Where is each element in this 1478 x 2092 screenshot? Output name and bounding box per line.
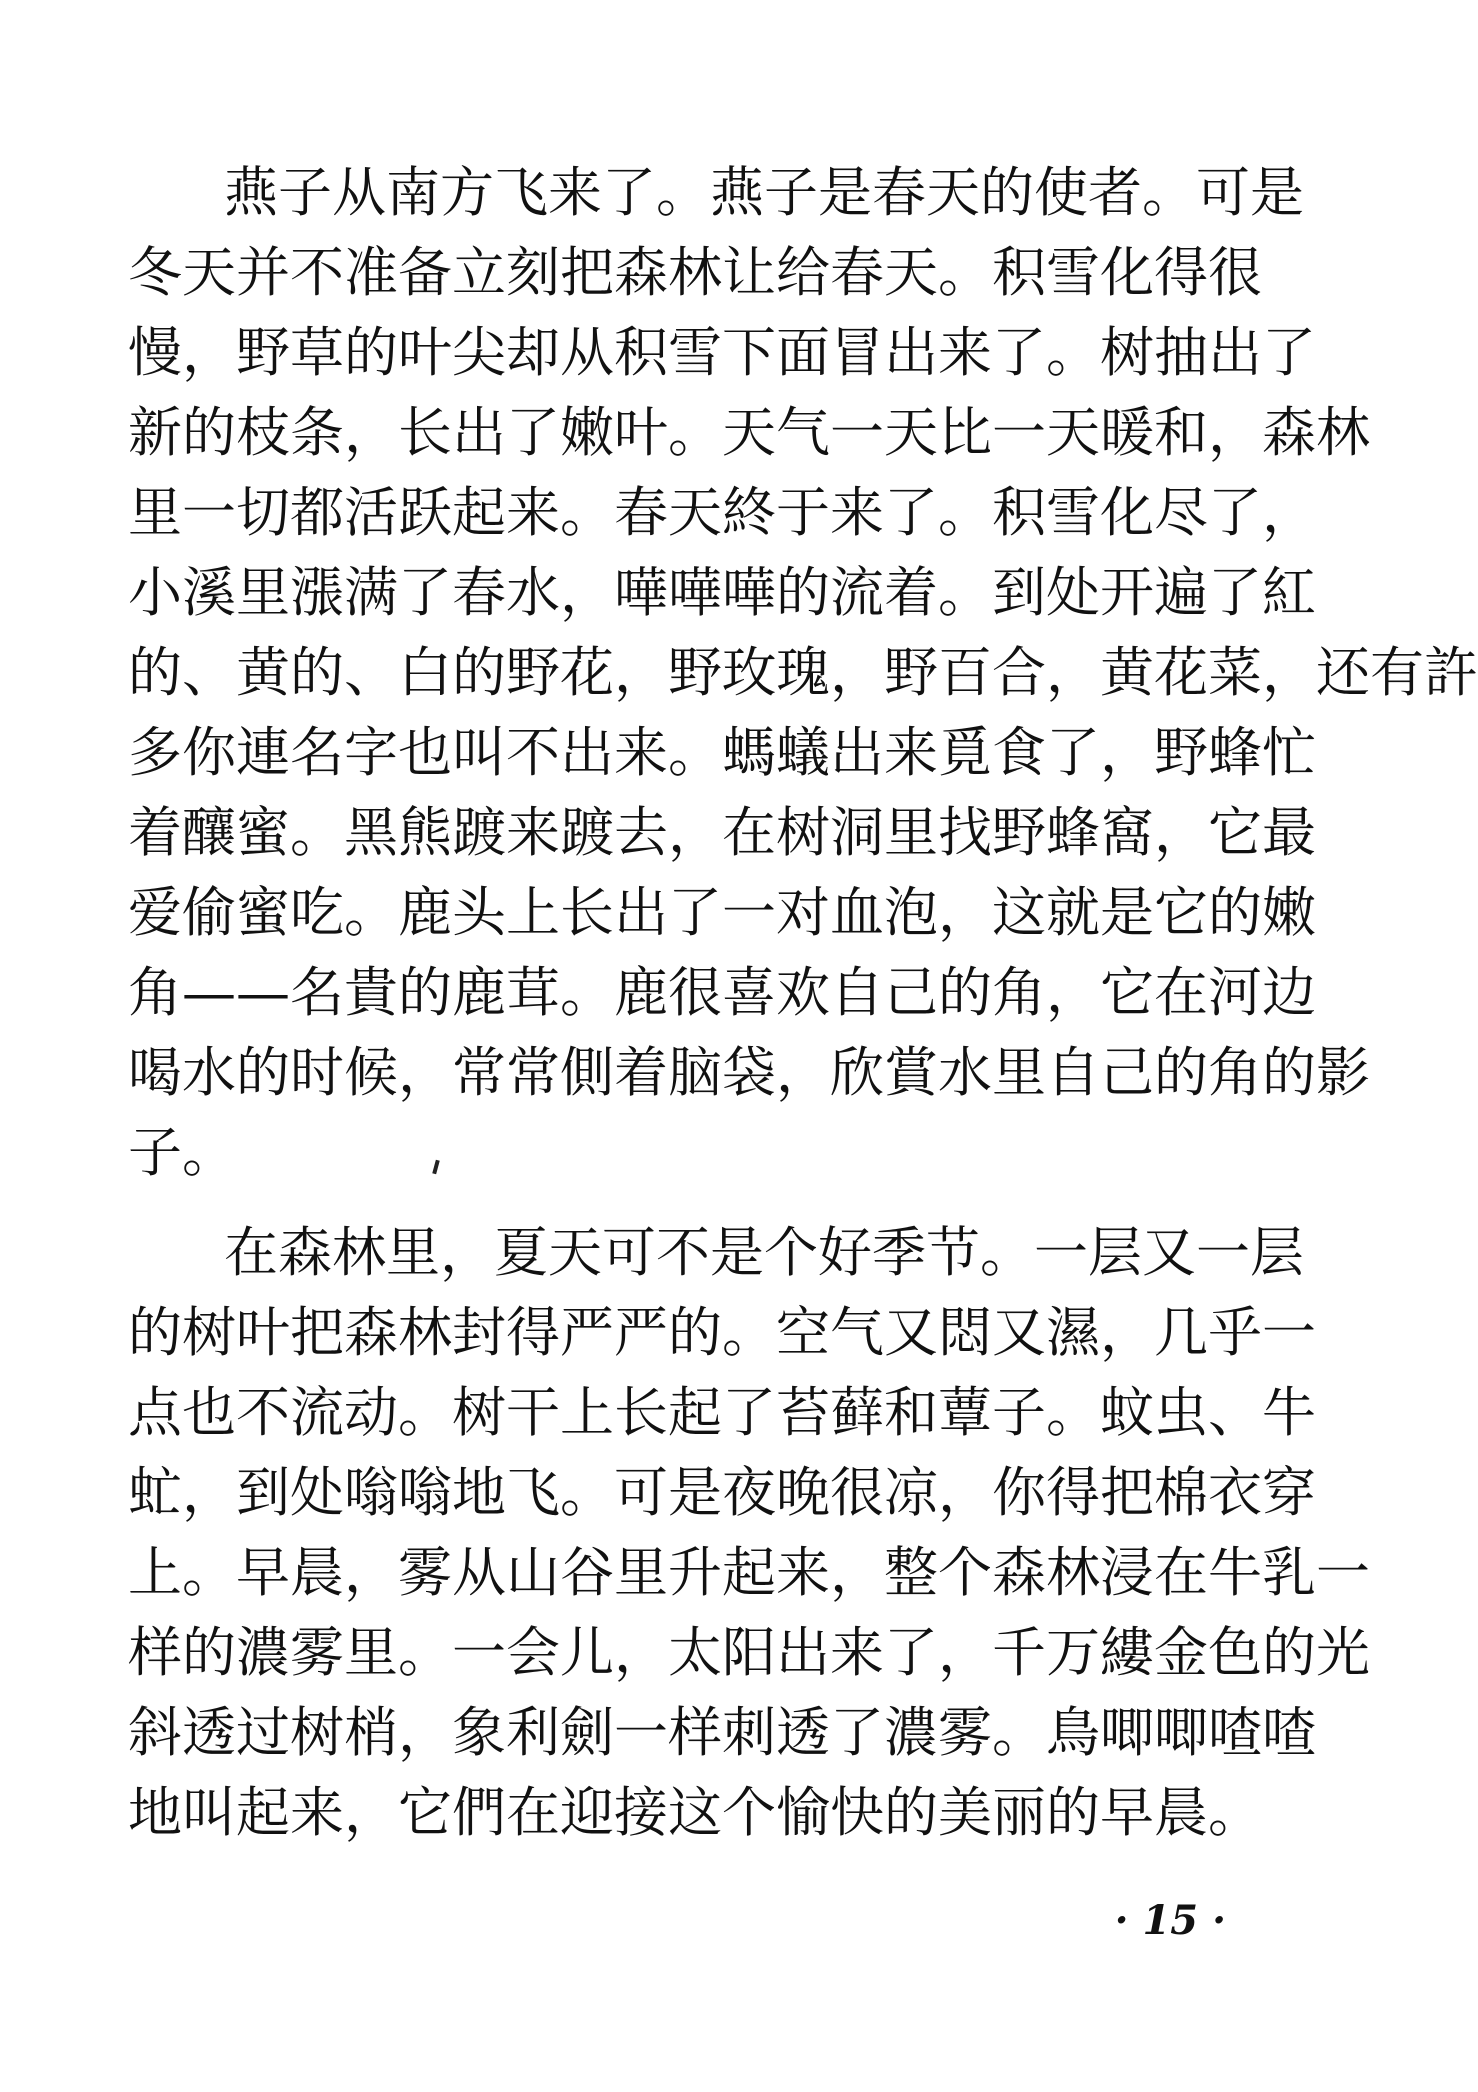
paragraph-2-line-3: 点也不流动。树干上长起了苔藓和蕈子。蚊虫、牛 bbox=[128, 1381, 1316, 1444]
paragraph-1-line-7: 的、黄的、白的野花，野玫瑰，野百合，黄花菜，还有許 bbox=[128, 641, 1478, 704]
paragraph-1-line-6: 小溪里漲满了春水，嘩嘩嘩的流着。到处开遍了紅 bbox=[128, 561, 1316, 624]
paragraph-2-line-7: 斜透过树梢，象利劍一样刺透了濃雾。鳥唧唧喳喳 bbox=[128, 1701, 1316, 1764]
paragraph-2-line-1: 在森林里，夏天可不是个好季节。一层又一层 bbox=[224, 1221, 1304, 1284]
paragraph-1-line-12: 喝水的时候，常常側着脑袋，欣賞水里自己的角的影 bbox=[128, 1041, 1370, 1104]
paragraph-2-line-8: 地叫起来，它們在迎接这个愉快的美丽的早晨。 bbox=[128, 1781, 1262, 1844]
paragraph-1-line-1: 燕子从南方飞来了。燕子是春天的使者。可是 bbox=[224, 161, 1304, 224]
paragraph-2-line-2: 的树叶把森林封得严严的。空气又悶又濕，几乎一 bbox=[128, 1301, 1316, 1364]
paragraph-1-line-9: 着釀蜜。黑熊踱来踱去，在树洞里找野蜂窩，它最 bbox=[128, 801, 1316, 864]
paragraph-1-line-13: 子。 bbox=[128, 1121, 236, 1184]
paragraph-2-line-6: 样的濃雾里。一会儿，太阳出来了，千万縷金色的光 bbox=[128, 1621, 1370, 1684]
paragraph-1-line-4: 新的枝条，长出了嫩叶。天气一天比一天暖和，森林 bbox=[128, 401, 1370, 464]
page-number: · 15 · bbox=[1114, 1897, 1226, 1944]
paragraph-1-line-5: 里一切都活跃起来。春天終于来了。积雪化尽了， bbox=[128, 481, 1316, 544]
paragraph-2-line-4: 虻，到处嗡嗡地飞。可是夜晚很凉，你得把棉衣穿 bbox=[128, 1461, 1316, 1524]
paragraph-1-line-10: 爱偷蜜吃。鹿头上长出了一对血泡，这就是它的嫩 bbox=[128, 881, 1316, 944]
paragraph-1-line-11: 角——名貴的鹿茸。鹿很喜欢自己的角，它在河边 bbox=[128, 961, 1316, 1024]
paragraph-1-line-2: 冬天并不准备立刻把森林让给春天。积雪化得很 bbox=[128, 241, 1262, 304]
paragraph-1-line-3: 慢，野草的叶尖却从积雪下面冒出来了。树抽出了 bbox=[128, 321, 1316, 384]
paragraph-1-line-8: 多你連名字也叫不出来。螞蟻出来覓食了，野蜂忙 bbox=[128, 721, 1316, 784]
paragraph-2-line-5: 上。早晨，雾从山谷里升起来，整个森林浸在牛乳一 bbox=[128, 1541, 1370, 1604]
